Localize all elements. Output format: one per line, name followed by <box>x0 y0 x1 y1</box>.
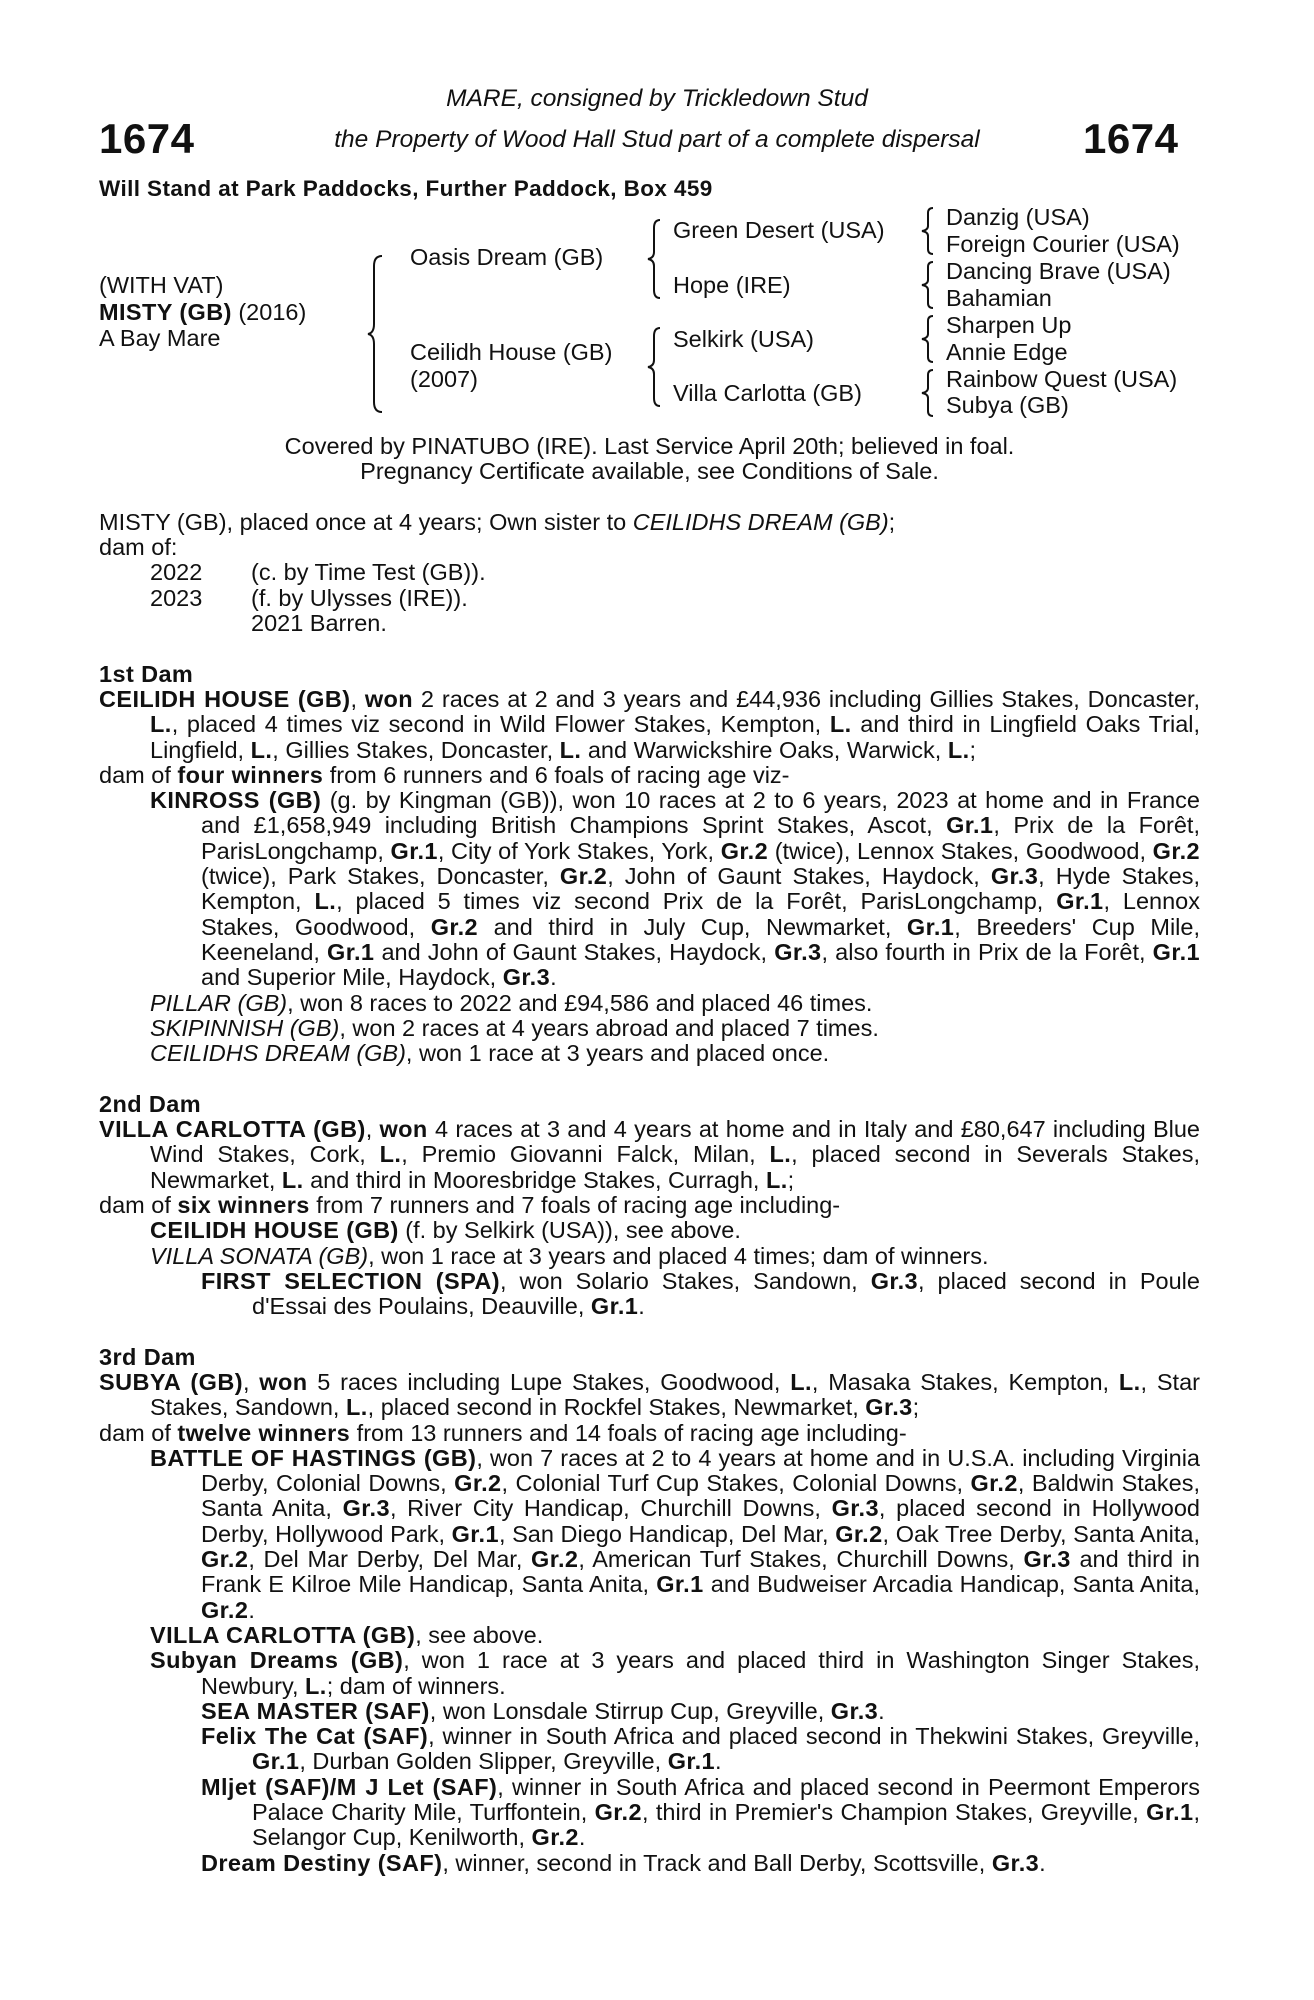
text-run: , River City Handicap, Churchill Downs, <box>389 1495 832 1522</box>
bold-run: Subyan Dreams (GB) <box>150 1647 404 1674</box>
bold-run: Gr.2 <box>970 1470 1018 1497</box>
consignor-line: MARE, consigned by Trickledown Stud <box>446 85 868 112</box>
bold-run: Gr.1 <box>656 1571 704 1598</box>
brace-gen3-3 <box>922 314 936 364</box>
text-run: ; dam of winners. <box>326 1672 506 1699</box>
text-run: , Oak Tree Derby, Santa Anita, <box>882 1520 1200 1547</box>
text-run: , placed second in Rockfel Stakes, Newmarket, <box>367 1394 866 1421</box>
text-run: , winner, second in Track and Ball Derby, Scottsville, <box>442 1849 992 1876</box>
record-paragraph <box>99 1218 1200 1243</box>
pedigree-gen2-1: Green Desert (USA) <box>673 217 885 243</box>
italic-run: CEILIDHS DREAM (GB) <box>150 1040 406 1067</box>
pedigree-sire: Oasis Dream (GB) <box>410 244 604 270</box>
italic-run: SKIPINNISH (GB) <box>150 1014 340 1041</box>
pedigree-dam: Ceilidh House (GB) <box>410 339 613 365</box>
text-run: , Prix de la Forêt, ParisLongchamp, <box>201 812 1200 864</box>
text-run: , San Diego Handicap, Del Mar, <box>498 1520 836 1547</box>
vat-note: (WITH VAT) <box>99 272 224 298</box>
italic-run: PILLAR (GB) <box>150 989 288 1016</box>
text-run: , <box>365 1116 380 1143</box>
text-run: and Budweiser Arcadia Handicap, Santa Anita, <box>703 1571 1200 1598</box>
horse-name-line <box>99 299 306 325</box>
text-run: , won Solario Stakes, Sandown, <box>500 1267 871 1294</box>
text-run: , winner in South Africa and placed second in Thekwini Stakes, Greyville, <box>428 1723 1200 1750</box>
italic-run: CEILIDHS DREAM (GB) <box>632 508 889 535</box>
bold-run: twelve winners <box>177 1419 351 1446</box>
record-paragraph <box>99 1775 1200 1851</box>
text-run: , Selangor Cup, Kenilworth, <box>252 1799 1200 1851</box>
text-run: , winner in South Africa and placed second in Peermont Emperors Palace Charity Mile, Turffontein, <box>252 1773 1200 1826</box>
produce-text: (f. by Ulysses (IRE)). <box>251 584 468 611</box>
pedigree-gen3-7: Rainbow Quest (USA) <box>946 366 1178 392</box>
bold-run: L. <box>379 1141 402 1168</box>
bold-run: L. <box>150 711 172 738</box>
bold-run: Gr.3 <box>990 863 1039 890</box>
text-run: , Masaka Stakes, Kempton, <box>811 1368 1119 1395</box>
bold-run: Gr.3 <box>865 1394 913 1421</box>
text-run: dam of <box>99 1419 178 1446</box>
brace-gen3-4 <box>922 368 936 418</box>
bold-run: Gr.1 <box>946 812 994 839</box>
pedigree-gen3-2: Foreign Courier (USA) <box>946 231 1180 257</box>
bold-run: Gr.2 <box>559 863 608 890</box>
text-run: dam of <box>99 761 178 788</box>
produce-item <box>99 611 1200 636</box>
bold-run: SEA MASTER (SAF) <box>201 1697 430 1724</box>
bold-run: VILLA CARLOTTA (GB) <box>150 1621 416 1648</box>
text-run: dam of <box>99 1191 178 1218</box>
text-run: , placed second in Severals Stakes, Newmarket, <box>150 1141 1200 1193</box>
bold-run: CEILIDH HOUSE (GB) <box>150 1217 399 1244</box>
bold-run: Gr.1 <box>451 1520 499 1547</box>
brace-gen3-1 <box>922 206 936 256</box>
text-run: . <box>248 1596 255 1623</box>
record-paragraph <box>99 687 1200 763</box>
location-line: Will Stand at Park Paddocks, Further Paddock, Box 459 <box>99 176 713 201</box>
bold-run: Gr.3 <box>502 964 551 991</box>
text-run: ; <box>787 1166 795 1193</box>
bold-run: won <box>259 1368 308 1395</box>
horse-description: A Bay Mare <box>99 325 221 351</box>
bold-run: L. <box>790 1368 812 1395</box>
text-run: , won Lonsdale Stirrup Cup, Greyville, <box>429 1697 831 1724</box>
bold-run: Gr.2 <box>1152 837 1200 864</box>
bold-run: L. <box>947 736 970 763</box>
text-run: , third in Premier's Champion Stakes, Greyville, <box>641 1799 1147 1826</box>
text-run: and third in Frank E Kilroe Mile Handicap, Santa Anita, <box>201 1546 1200 1598</box>
record-paragraph <box>99 763 1200 788</box>
text-run: and third in Lingfield Oaks Trial, Lingfield, <box>150 711 1201 763</box>
produce-year <box>99 611 251 636</box>
text-run: ; <box>912 1394 920 1421</box>
text-run: and third in Mooresbridge Stakes, Curragh, <box>303 1166 766 1193</box>
bold-run: Gr.3 <box>830 1697 879 1724</box>
text-run: and John of Gaunt Stakes, Haydock, <box>374 938 775 965</box>
record-paragraph <box>99 991 1200 1016</box>
dam-sections <box>99 662 1200 1876</box>
bold-run: Gr.3 <box>774 938 822 965</box>
text-run: , Star Stakes, Sandown, <box>150 1368 1200 1421</box>
text-run: (f. by Selkirk (USA)), see above. <box>398 1217 741 1244</box>
produce-list <box>99 560 1200 636</box>
record-paragraph <box>99 1016 1200 1041</box>
text-run: , Hyde Stakes, Kempton, <box>201 863 1200 915</box>
section-heading: 3rd Dam <box>99 1343 196 1370</box>
bold-run: L. <box>250 736 273 763</box>
record-paragraph <box>99 1041 1200 1066</box>
lot-number-right: 1674 <box>1083 115 1179 162</box>
bold-run: KINROSS (GB) <box>150 787 322 814</box>
bold-run: Mljet (SAF)/M J Let (SAF) <box>201 1773 498 1800</box>
dam-section <box>99 1345 1200 1876</box>
text-run: ; <box>969 736 977 763</box>
bold-run: SUBYA (GB) <box>99 1368 243 1395</box>
text-run: , won 7 races at 2 to 4 years at home and in U.S.A. including Virginia Derby, Colonial Downs, <box>201 1444 1200 1497</box>
text-run: (twice), Lennox Stakes, Goodwood, <box>768 837 1153 864</box>
dam-section <box>99 662 1200 1067</box>
produce-text: 2021 Barren. <box>251 610 387 637</box>
bold-run: Gr.3 <box>870 1267 919 1294</box>
record-paragraph <box>99 1699 1200 1724</box>
text-run: , Colonial Turf Cup Stakes, Colonial Downs, <box>501 1470 971 1497</box>
text-run: , Premio Giovanni Falck, Milan, <box>401 1141 770 1168</box>
bold-run: Gr.2 <box>201 1596 249 1623</box>
record-paragraph <box>99 1623 1200 1648</box>
text-run: , Gillies Stakes, Doncaster, <box>272 736 560 763</box>
pedigree-gen3-5: Sharpen Up <box>946 312 1072 338</box>
bold-run: Gr.1 <box>906 913 955 940</box>
bold-run: Gr.3 <box>342 1495 390 1522</box>
text-run: , American Turf Stakes, Churchill Downs, <box>578 1546 1024 1573</box>
text-run: and third in July Cup, Newmarket, <box>478 913 907 940</box>
text-run: , <box>350 685 365 712</box>
bold-run: Gr.1 <box>390 837 438 864</box>
property-line: the Property of Wood Hall Stud part of a complete dispersal <box>334 126 980 153</box>
pedigree-gen3-3: Dancing Brave (USA) <box>946 258 1171 284</box>
record-paragraph <box>99 1117 1200 1193</box>
text-run: , won 1 race at 3 years and placed 4 times; dam of winners. <box>368 1242 989 1269</box>
bold-run: FIRST SELECTION (SPA) <box>201 1267 500 1294</box>
bold-run: Gr.3 <box>831 1495 879 1522</box>
bold-run: CEILIDH HOUSE (GB) <box>99 685 351 712</box>
bold-run: Gr.2 <box>531 1824 579 1851</box>
bold-run: L. <box>305 1672 327 1699</box>
bold-run: four winners <box>177 761 324 788</box>
bold-run: Gr.1 <box>327 938 375 965</box>
text-run: 5 races including Lupe Stakes, Goodwood, <box>307 1368 791 1395</box>
produce-item <box>99 586 1200 611</box>
bold-run: Felix The Cat (SAF) <box>201 1723 429 1750</box>
text-run: . <box>715 1748 722 1775</box>
text-run: , also fourth in Prix de la Forêt, <box>821 938 1153 965</box>
text-run: , won 1 race at 3 years and placed once. <box>405 1040 830 1067</box>
dam-of-label: dam of: <box>99 534 178 561</box>
text-run: , Del Mar Derby, Del Mar, <box>248 1546 532 1573</box>
brace-gen2-bottom <box>648 326 664 408</box>
pedigree-gen3-1: Danzig (USA) <box>946 204 1090 230</box>
produce-text: (c. by Time Test (GB)). <box>251 559 486 586</box>
text-run: 2 races at 2 and 3 years and £44,936 including Gillies Stakes, Doncaster, <box>413 685 1200 712</box>
text-run: from 6 runners and 6 foals of racing age viz- <box>323 761 790 788</box>
text-run: . <box>878 1697 885 1724</box>
text-run: . <box>550 964 557 991</box>
bold-run: Gr.2 <box>720 837 769 864</box>
covering-line-2: Pregnancy Certificate available, see Conditions of Sale. <box>360 458 939 485</box>
produce-year: 2023 <box>150 584 203 611</box>
section-heading: 1st Dam <box>99 660 194 687</box>
pedigree-gen2-3: Selkirk (USA) <box>673 326 815 352</box>
pedigree-gen3-6: Annie Edge <box>946 339 1068 365</box>
pedigree-gen3-4: Bahamian <box>946 285 1052 311</box>
bold-run: BATTLE OF HASTINGS (GB) <box>150 1444 477 1471</box>
bold-run: won <box>364 685 414 712</box>
text-run: , placed 4 times viz second in Wild Flower Stakes, Kempton, <box>171 711 830 738</box>
bold-run: Gr.2 <box>531 1546 579 1573</box>
produce-intro <box>99 510 1200 535</box>
text-run: , placed 5 times viz second Prix de la Forêt, ParisLongchamp, <box>336 888 1057 915</box>
text-run: MISTY (GB), placed once at 4 years; Own sister to <box>99 508 633 535</box>
bold-run: L. <box>769 1141 792 1168</box>
text-run: (g. by Kingman (GB)), won 10 races at 2 to 6 years, 2023 at home and in France and £1,658,949 including British Champions Sprint Stakes, Ascot, <box>201 787 1200 839</box>
dam-section <box>99 1092 1200 1320</box>
brace-gen2-top <box>648 218 664 300</box>
pedigree-dam-year: (2007) <box>410 366 478 392</box>
bold-run: Gr.1 <box>1152 938 1200 965</box>
record-paragraph <box>99 1244 1200 1269</box>
record-paragraph <box>99 1446 1200 1623</box>
bold-run: Gr.1 <box>1056 888 1104 915</box>
italic-run: VILLA SONATA (GB) <box>150 1242 369 1269</box>
bold-run: Gr.1 <box>667 1748 716 1775</box>
horse-year: (2016) <box>238 299 307 325</box>
record-paragraph <box>99 1724 1200 1775</box>
record-paragraph <box>99 1648 1200 1699</box>
text-run: and Warwickshire Oaks, Warwick, <box>581 736 948 763</box>
bold-run: Gr.3 <box>1023 1546 1071 1573</box>
text-run: , placed second in Poule d'Essai des Poulains, Deauville, <box>252 1267 1200 1320</box>
produce-item <box>99 560 1200 585</box>
record-paragraph <box>99 1421 1200 1446</box>
bold-run: L. <box>829 711 852 738</box>
bold-run: L. <box>765 1166 788 1193</box>
bold-run: Gr.2 <box>835 1520 883 1547</box>
text-run: , won 2 races at 4 years abroad and placed 7 times. <box>339 1014 879 1041</box>
text-run: from 7 runners and 7 foals of racing age including- <box>309 1191 841 1218</box>
bold-run: Gr.1 <box>590 1293 639 1320</box>
text-run: . <box>638 1293 645 1320</box>
text-run: , Baldwin Stakes, Santa Anita, <box>201 1470 1200 1522</box>
bold-run: L. <box>345 1394 368 1421</box>
bold-run: L. <box>281 1166 304 1193</box>
bold-run: six winners <box>177 1191 310 1218</box>
bold-run: VILLA CARLOTTA (GB) <box>99 1116 366 1143</box>
produce-year: 2022 <box>150 559 203 586</box>
bold-run: Gr.2 <box>594 1799 642 1826</box>
text-run: and Superior Mile, Haydock, <box>201 964 503 991</box>
pedigree-gen3-8: Subya (GB) <box>946 392 1069 418</box>
text-run: , Lennox Stakes, Goodwood, <box>201 888 1200 940</box>
text-run: , won 8 races to 2022 and £94,586 and placed 46 times. <box>287 989 873 1016</box>
pedigree-gen2-4: Villa Carlotta (GB) <box>673 380 862 406</box>
record-paragraph <box>99 1269 1200 1320</box>
section-heading: 2nd Dam <box>99 1090 202 1117</box>
pedigree-gen2-2: Hope (IRE) <box>673 272 791 298</box>
bold-run: L. <box>314 888 337 915</box>
brace-gen1 <box>368 254 388 414</box>
bold-run: Gr.2 <box>430 913 479 940</box>
horse-name: MISTY (GB) <box>99 299 232 325</box>
brace-gen3-2 <box>922 260 936 310</box>
catalogue-body <box>99 434 1200 1876</box>
bold-run: won <box>379 1116 428 1143</box>
bold-run: Gr.2 <box>201 1546 249 1573</box>
bold-run: Gr.2 <box>454 1470 502 1497</box>
text-run: , won 1 race at 3 years and placed third in Washington Singer Stakes, Newbury, <box>201 1647 1200 1699</box>
record-paragraph <box>99 1851 1200 1876</box>
text-run: , see above. <box>415 1621 544 1648</box>
text-run: 4 races at 3 and 4 years at home and in Italy and £80,647 including Blue Wind Stakes, Cork, <box>150 1116 1201 1168</box>
text-run: ; <box>888 508 896 535</box>
text-run: . <box>1039 1849 1046 1876</box>
text-run: , Durban Golden Slipper, Greyville, <box>299 1748 668 1775</box>
bold-run: L. <box>559 736 582 763</box>
bold-run: Gr.1 <box>1146 1799 1194 1826</box>
text-run: . <box>578 1824 586 1851</box>
text-run: , <box>242 1368 260 1395</box>
bold-run: Dream Destiny (SAF) <box>201 1849 443 1876</box>
bold-run: Gr.3 <box>991 1849 1040 1876</box>
bold-run: Gr.1 <box>252 1748 300 1775</box>
record-paragraph <box>99 1193 1200 1218</box>
covering-line-1: Covered by PINATUBO (IRE). Last Service April 20th; believed in foal. <box>284 433 1015 459</box>
lot-number-left: 1674 <box>99 115 195 162</box>
record-paragraph <box>99 788 1200 990</box>
text-run: , Breeders' Cup Mile, Keeneland, <box>201 913 1200 965</box>
text-run: , placed second in Hollywood Derby, Hollywood Park, <box>201 1495 1200 1547</box>
text-run: , City of York Stakes, York, <box>437 837 721 864</box>
text-run: from 13 runners and 14 foals of racing age including- <box>350 1419 907 1446</box>
bold-run: L. <box>1118 1368 1141 1395</box>
text-run: , John of Gaunt Stakes, Haydock, <box>607 863 991 890</box>
text-run: (twice), Park Stakes, Doncaster, <box>201 863 560 890</box>
record-paragraph <box>99 1370 1200 1421</box>
